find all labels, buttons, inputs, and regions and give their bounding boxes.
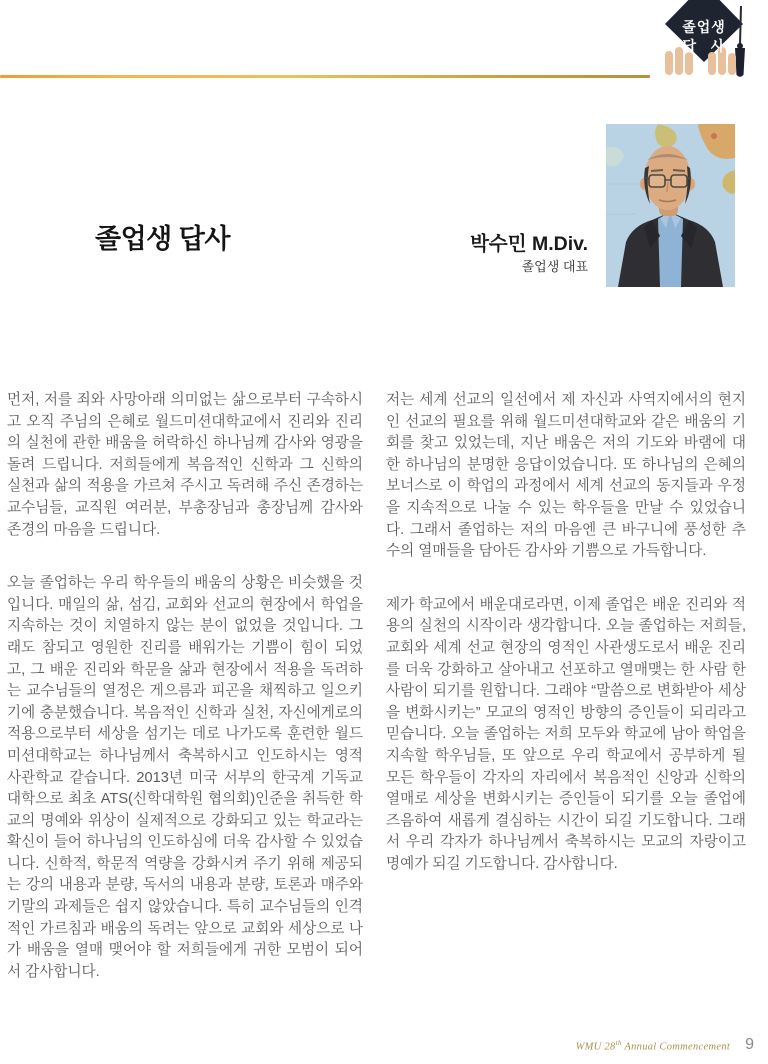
footer xyxy=(576,1037,754,1053)
accent-divider-line xyxy=(0,75,650,78)
body-right-column xyxy=(386,390,746,907)
byline xyxy=(470,234,588,275)
body-left-column xyxy=(7,390,363,1015)
portrait-photo xyxy=(606,124,735,287)
page-number: 9 xyxy=(745,1036,754,1053)
footer-brand-prefix: WMU 28 xyxy=(575,1041,616,1052)
graduation-cap-icon xyxy=(615,0,768,95)
footer-brand-suffix: Annual Commencement xyxy=(621,1041,731,1052)
tassel-icon xyxy=(735,6,745,77)
cap-text-line2: 답 사 xyxy=(682,38,726,54)
page-title: 졸업생 답사 xyxy=(95,224,230,254)
paragraph-right-2: 제가 학교에서 배운대로라면, 이제 졸업은 배운 진리와 적용의 실천의 시작이라 생각합니다. 오늘 졸업하는 저희들, 교회와 세계 선교 현장의 영적인 사관생도로서 배운 진리를 더욱 강화하고 살아내고 선포하고 열매맺는 한 사람 한 사람이 되기를 원합니다. 그래야 “말씀으로 변화받아 세상을 변화시키는” 모교의 영적인 방향의 증인들이 되리라고 믿습니다. 오늘 졸업하는 저희 모두와 학교에 남아 학업을 지속할 학우님들, 또 앞으로 우리 학교에서 공부하게 될 모든 학우들이 각자의 자리에서 복음적인 신앙과 신학의 열매로 세상을 변화시키는 증인들이 되기를 오늘 졸업에 즈음하여 새롭게 결심하는 시간이 되길 기도합니다. 그래서 우리 각자가 하나님께서 축복하시는 모교의 자랑이고 명예가 되길 기도합니다. 감사합니다. xyxy=(386,596,746,872)
speaker-name: 박수민 M.Div. xyxy=(470,233,588,255)
graduation-cap-badge xyxy=(615,0,768,95)
footer-brand-ordinal: th xyxy=(615,1038,622,1047)
paragraph-left-2: 오늘 졸업하는 우리 학우들의 배움의 상황은 비슷했을 것입니다. 매일의 삶, 섬김, 교회와 선교의 현장에서 학업을 지속하는 것이 치열하지 않는 분이 없었을 것입니다. 그래도 참되고 영원한 진리를 배워가는 기쁨이 힘이 되었고, 그 배운 진리와 학문을 삶과 현장에서 적용을 독려하는 교수님들의 열정은 게으름과 피곤을 채찍하고 일으키기에 충분했습니다. 복음적인 신학과 실천, 자신에게로의 적용으로부터 세상을 섬기는 데로 나가도록 훈련한 월드미션대학교는 하나님께서 축복하시고 인도하시는 영적 사관학교 같습니다. 2013년 미국 서부의 한국계 기독교 대학으로 최초 ATS(신학대학원 협의회)인준을 취득한 학교의 명예와 위상이 실제적으로 강화되고 있는 학교라는 확신이 들어 하나님의 인도하심에 더욱 감사할 수 있었습니다. 신학적, 학문적 역량을 강화시켜 주기 위해 제공되는 강의 내용과 분량, 독서의 내용과 분량, 토론과 매주와 기말의 과제들은 쉽지 않았습니다. 특히 교수님들의 인격적인 가르침과 배움의 독려는 앞으로 교회와 세상으로 나가 배움을 열매 맺어야 할 저희들에게 귀한 모범이 되어서 감사합니다. xyxy=(7,575,363,980)
paragraph-right-1: 저는 세계 선교의 일선에서 제 자신과 사역지에서의 현지인 선교의 필요를 위해 월드미션대학교와 같은 배움의 기회를 찾고 있었는데, 지난 배움은 저의 기도와 바램에 대한 하나님의 분명한 응답이었습니다. 또 하나님의 은혜의 보너스로 이 학업의 과정에서 세계 선교의 동지들과 우정을 지속적으로 나눌 수 있는 학우들을 만날 수 있었습니다. 그래서 졸업하는 저의 마음엔 큰 바구니에 풍성한 추수의 열매들을 담아든 감사와 기쁨으로 가득합니다. xyxy=(386,392,746,560)
speaker-role: 졸업생 대표 xyxy=(521,259,588,275)
paragraph-left-1: 먼저, 저를 죄와 사망아래 의미없는 삶으로부터 구속하시고 오직 주님의 은혜로 월드미션대학교에서 진리와 진리의 실천에 관한 배움을 허락하신 하나님께 감사와 영광을 돌려 드립니다. 저희들에게 복음적인 신학과 그 신학의 실천과 삶의 적용을 가르쳐 주시고 독려해 주신 존경하는 교수님들, 교직원 여러분, 부총장님과 총장님께 감사와 존경의 마음을 드립니다. xyxy=(7,392,363,538)
cap-text-line1: 졸업생 xyxy=(682,19,726,35)
speaker-portrait-illustration xyxy=(606,124,735,287)
footer-brand xyxy=(576,1039,731,1053)
